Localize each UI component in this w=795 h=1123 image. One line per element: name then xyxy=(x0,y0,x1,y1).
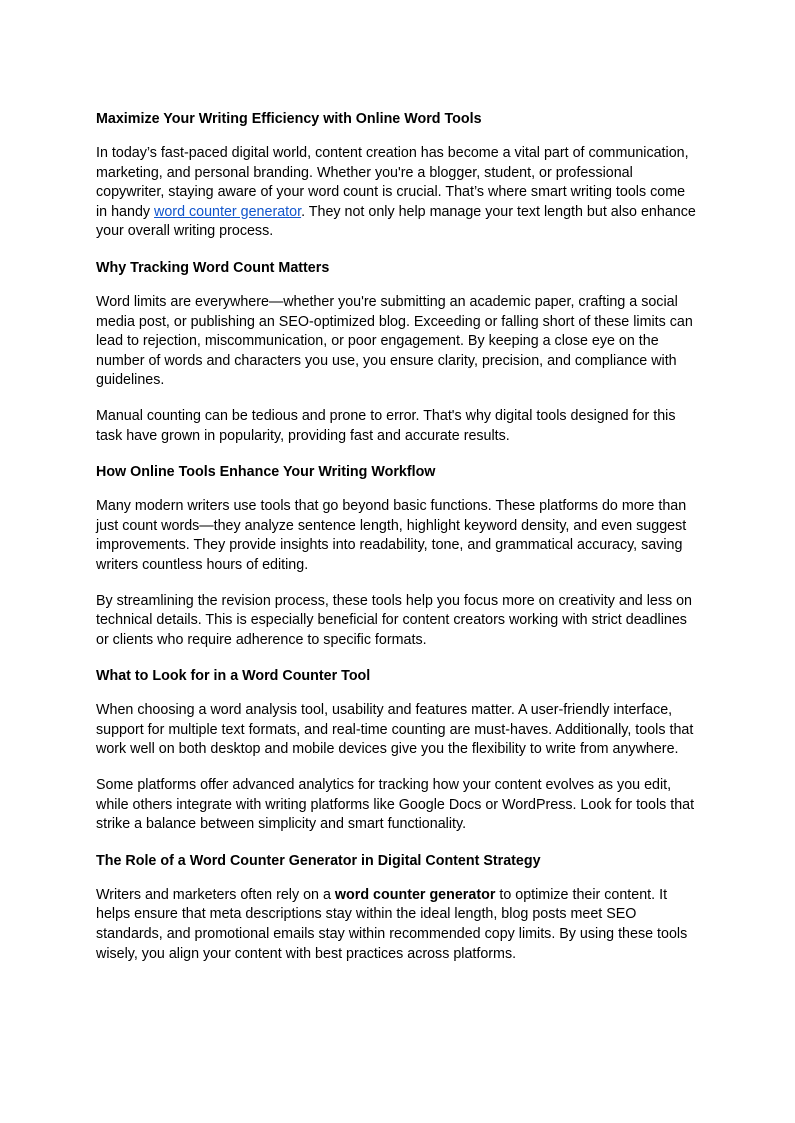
final-text-start: Writers and marketers often rely on a xyxy=(96,886,335,903)
final-text-end: to optimize their content. It helps ensure that meta descriptions stay within the ideal length, blog posts meet SEO standards, and promotional emails stay within recommended copy limits. By using these tools wisely, you align your content with best practices across platforms. xyxy=(96,886,688,962)
section-paragraph: By streamlining the revision process, these tools help you focus more on creativity and less on technical details. This is especially beneficial for content creators working with strict deadlines or clients who require adherence to specific formats. xyxy=(96,592,693,648)
word-counter-generator-link[interactable]: word counter generator xyxy=(154,203,302,220)
section-heading-what-to-look-for: What to Look for in a Word Counter Tool xyxy=(96,668,371,685)
document-body xyxy=(96,109,700,980)
section-heading-online-tools: How Online Tools Enhance Your Writing Workflow xyxy=(96,464,436,481)
intro-text-end: . They not only help manage your text length but also enhance your overall writing process. xyxy=(96,203,696,240)
section-paragraph: Manual counting can be tedious and prone to error. That's why digital tools designed for this task have grown in popularity, providing fast and accurate results. xyxy=(96,407,676,444)
section-paragraph: Many modern writers use tools that go beyond basic functions. These platforms do more than just count words—they analyze sentence length, highlight keyword density, and even suggest improvements. They provide insights into readability, tone, and grammatical accuracy, saving writers countless hours of editing. xyxy=(96,498,687,573)
intro-paragraph xyxy=(96,144,700,242)
bold-keyword: word counter generator xyxy=(334,886,496,903)
section-paragraph: Some platforms offer advanced analytics for tracking how your content evolves as you edit, while others integrate with writing platforms like Google Docs or WordPress. Look for tools that strike a balance between simplicity and smart functionality. xyxy=(96,777,695,833)
section-heading-why-tracking: Why Tracking Word Count Matters xyxy=(96,259,330,276)
final-paragraph xyxy=(96,886,700,964)
section-paragraph: Word limits are everywhere—whether you're submitting an academic paper, crafting a social media post, or publishing an SEO-optimized blog. Exceeding or falling short of these limits can lead to rejection, miscommunication, or poor engagement. By keeping a close eye on the number of words and characters you use, you ensure clarity, precision, and compliance with guidelines. xyxy=(96,293,693,389)
document-title: Maximize Your Writing Efficiency with Online Word Tools xyxy=(96,111,482,127)
intro-text-start: In today’s fast-paced digital world, content creation has become a vital part of communication, marketing, and personal branding. Whether you're a blogger, student, or professional copywriter, staying aware of your word count is crucial. That’s where smart writing tools come in handy xyxy=(96,145,689,220)
section-paragraph: When choosing a word analysis tool, usability and features matter. A user-friendly interface, support for multiple text formats, and real-time counting are must-haves. Additionally, tools that work well on both desktop and mobile devices give you the flexibility to write from anywhere. xyxy=(96,702,694,758)
section-heading-role-of-generator: The Role of a Word Counter Generator in Digital Content Strategy xyxy=(96,852,541,869)
